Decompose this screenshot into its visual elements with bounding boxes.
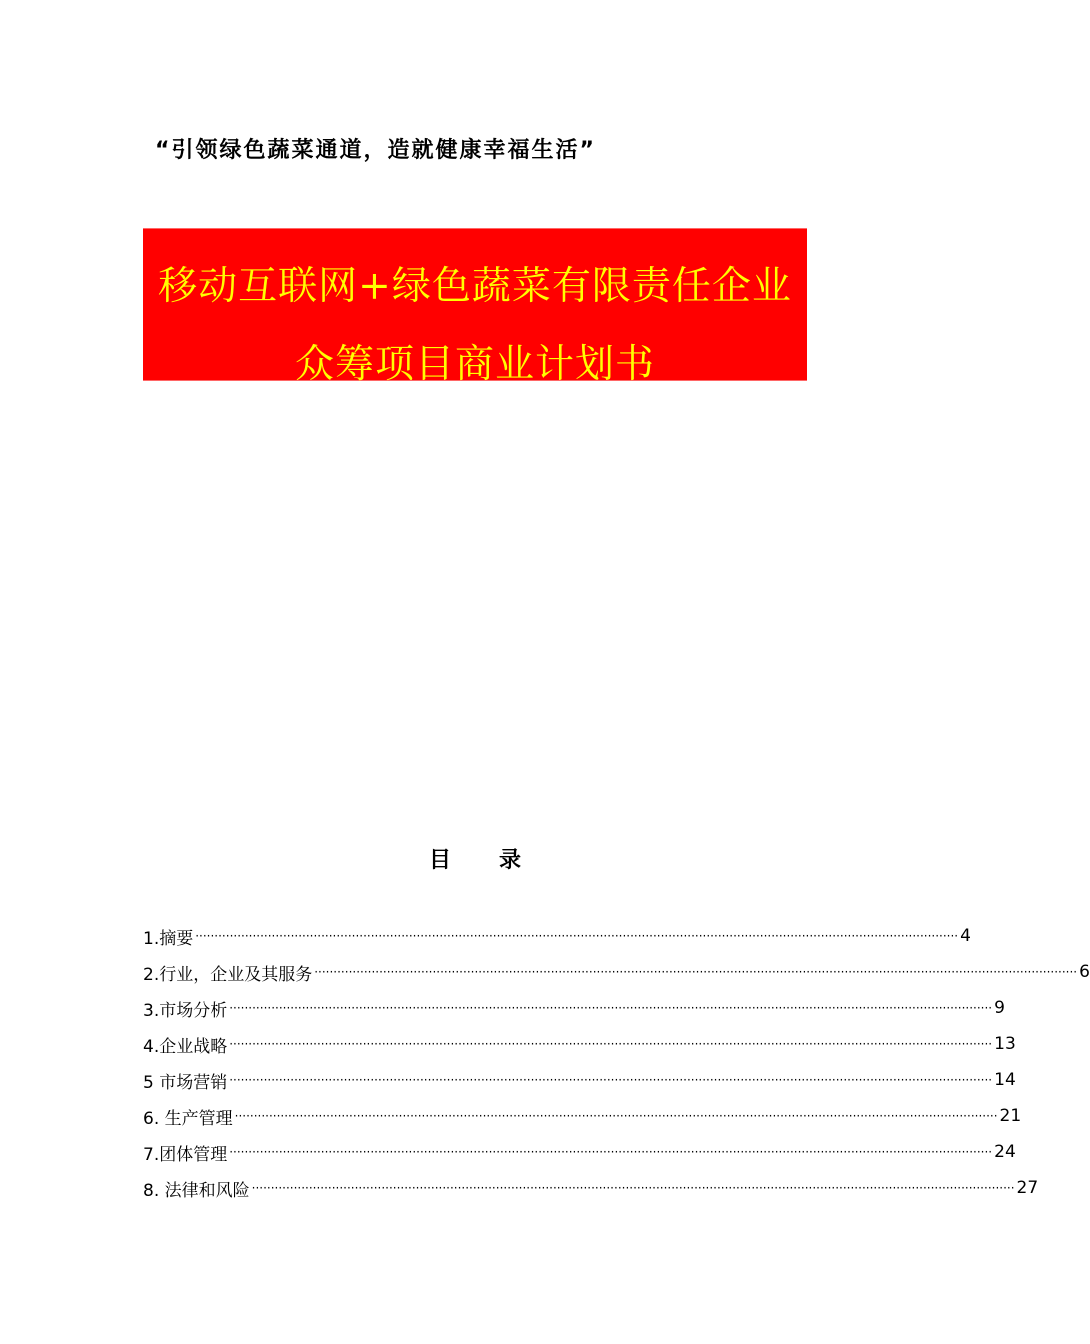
toc-entry-page: 6 [1079,962,1090,982]
toc-entry-label: 7.团体管理 [143,1144,228,1165]
toc-leader-dots: ········································································································································································································ [229,1001,993,1015]
toc-entry[interactable] [143,1026,1016,1062]
toc-entry[interactable] [143,1062,1016,1098]
toc-entry[interactable] [143,990,1005,1026]
toc-heading [0,843,950,874]
toc-heading-right: 录 [499,847,522,873]
toc-entry[interactable] [143,1098,1022,1134]
toc-entry-page: 27 [1016,1178,1039,1198]
slogan: “引领绿色蔬菜通道，造就健康幸福生活” [155,138,596,163]
table-of-contents [143,918,1090,1206]
toc-leader-dots: ········································································································································································································ [229,1073,993,1087]
toc-entry[interactable] [143,1134,1016,1170]
toc-entry-page: 24 [994,1142,1016,1162]
toc-leader-dots: ········································································································································································································ [234,1109,998,1123]
title-line-1: 移动互联网+绿色蔬菜有限责任企业 [158,264,792,309]
title-line-2: 众筹项目商业计划书 [294,342,655,387]
toc-leader-dots: ········································································································································································································ [314,965,1078,979]
toc-entry-page: 21 [999,1106,1022,1126]
toc-entry-page: 13 [994,1034,1016,1054]
toc-entry[interactable] [143,918,971,954]
toc-entry[interactable] [143,954,1090,990]
toc-leader-dots: ········································································································································································································ [229,1145,993,1159]
toc-leader-dots: ········································································································································································································ [251,1181,1015,1195]
toc-entry-page: 4 [960,926,971,946]
toc-entry-label: 3.市场分析 [143,1000,228,1021]
toc-entry-label: 5 市场营销 [143,1072,228,1093]
toc-heading-left: 目 [428,847,451,873]
toc-entry-page: 14 [994,1070,1016,1090]
toc-leader-dots: ········································································································································································································ [195,929,959,943]
toc-entry-label: 8. 法律和风险 [143,1180,250,1201]
toc-entry[interactable] [143,1170,1039,1206]
toc-entry-page: 9 [994,998,1005,1018]
title-banner [143,228,807,387]
toc-entry-label: 6. 生产管理 [143,1108,233,1129]
toc-entry-label: 4.企业战略 [143,1036,228,1057]
toc-entry-label: 2.行业，企业及其服务 [143,964,313,985]
toc-leader-dots: ········································································································································································································ [229,1037,993,1051]
toc-entry-label: 1.摘要 [143,928,194,949]
